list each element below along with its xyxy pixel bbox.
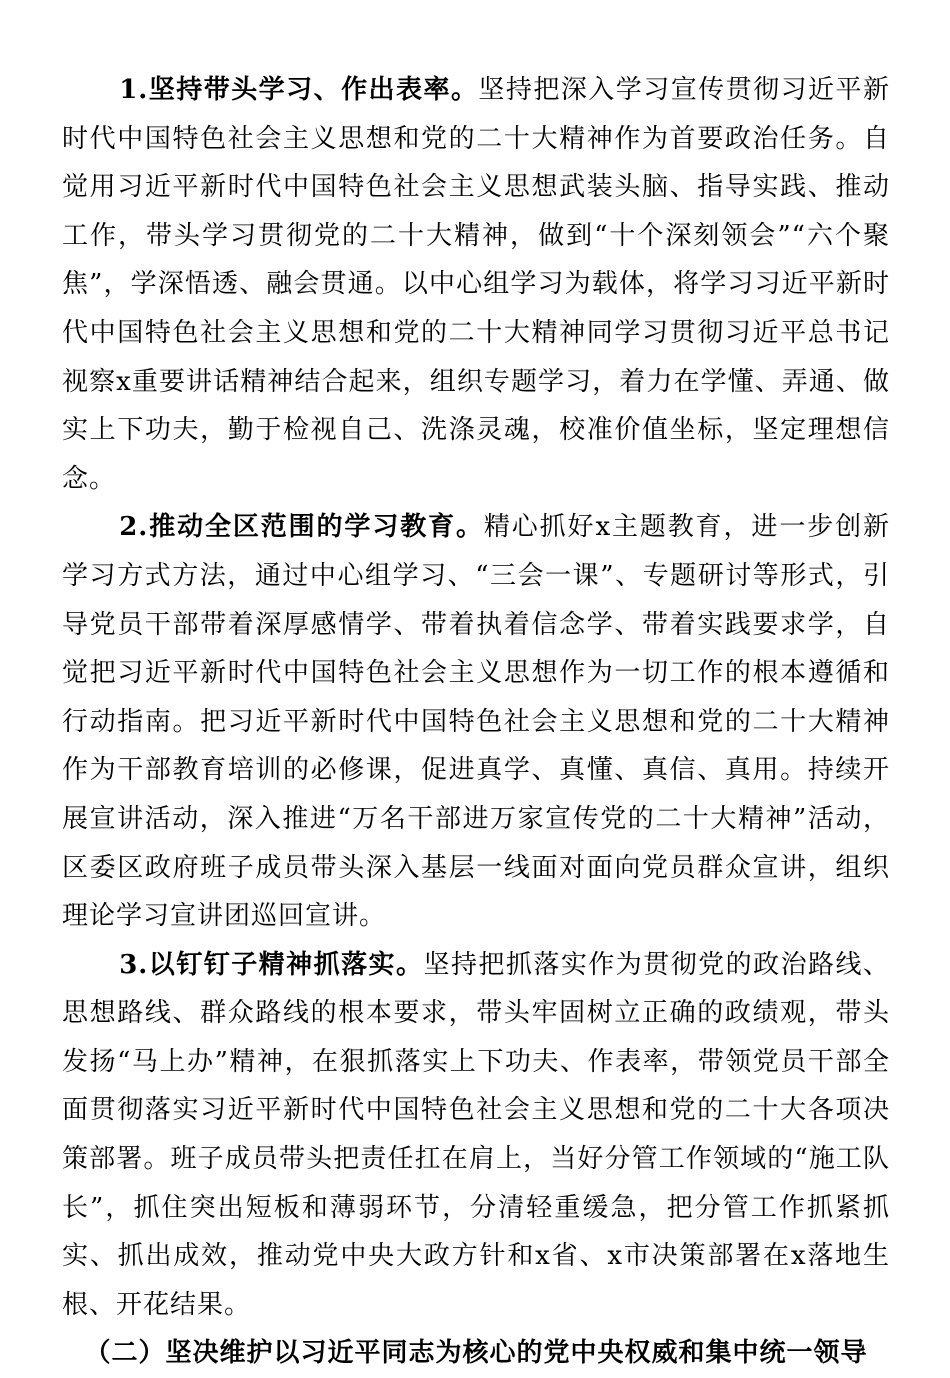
paragraph-3-lead: 3.以钉钉子精神抓落实。	[119, 949, 424, 980]
paragraph-2-lead: 2.推动全区范围的学习教育。	[119, 512, 484, 543]
paragraph-1-lead: 1.坚持带头学习、作出表率。	[119, 75, 479, 105]
section-heading: （二）坚决维护以习近平同志为核心的党中央权威和集中统一领导	[84, 1338, 868, 1369]
document-page	[62, 66, 890, 1378]
paragraph-2	[62, 503, 890, 940]
paragraph-1-body: 坚持把深入学习宣传贯彻习近平新时代中国特色社会主义思想和党的二十大精神作为首要政治任务。自觉用习近平新时代中国特色社会主义思想武装头脑、指导实践、推动工作，带头学习贯彻党的二十大精神，做到“十个深刻领会”“六个聚焦”，学深悟透、融会贯通。以中心组学习为载体，将学习习近平新时代中国特色社会主义思想和党的二十大精神同学习贯彻习近平总书记视察x重要讲话精神结合起来，组织专题学习，着力在学懂、弄通、做实上下功夫，勤于检视自己、洗涤灵魂，校准价值坐标，坚定理想信念。	[62, 75, 890, 494]
paragraph-3-body: 坚持把抓落实作为贯彻党的政治路线、思想路线、群众路线的根本要求，带头牢固树立正确的政绩观，带头发扬“马上办”精神，在狠抓落实上下功夫、作表率，带领党员干部全面贯彻落实习近平新时代中国特色社会主义思想和党的二十大各项决策部署。班子成员带头把责任扛在肩上，当好分管工作领域的“施工队长”，抓住突出短板和薄弱环节，分清轻重缓急，把分管工作抓紧抓实、抓出成效，推动党中央大政方针和x省、x市决策部署在x落地生根、开花结果。	[62, 949, 890, 1320]
paragraph-1	[62, 66, 890, 503]
paragraph-2-body: 精心抓好x主题教育，进一步创新学习方式方法，通过中心组学习、“三会一课”、专题研讨等形式，引导党员干部带着深厚感情学、带着执着信念学、带着实践要求学，自觉把习近平新时代中国特色社会主义思想作为一切工作的根本遵循和行动指南。把习近平新时代中国特色社会主义思想和党的二十大精神作为干部教育培训的必修课，促进真学、真懂、真信、真用。持续开展宣讲活动，深入推进“万名干部进万家宣传党的二十大精神”活动，区委区政府班子成员带头深入基层一线面对面向党员群众宣讲，组织理论学习宣讲团巡回宣讲。	[62, 512, 890, 932]
paragraph-3	[62, 941, 890, 1330]
